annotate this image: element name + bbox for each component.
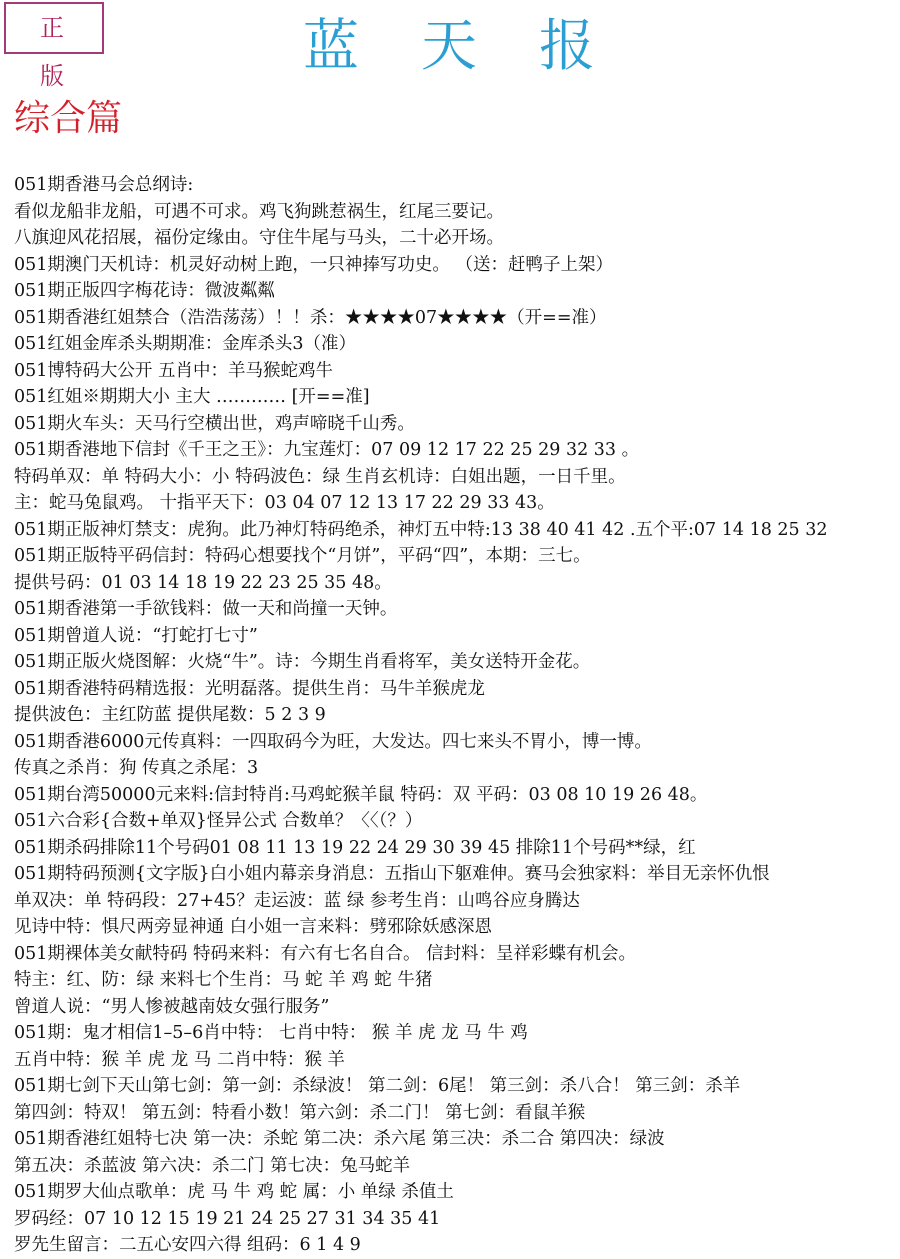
text-line: 051期正版火烧图解：火烧“牛”。诗：今期生肖看将军，美女送特开金花。 — [14, 652, 591, 672]
text-line: 第五决：杀蓝波 第六决：杀二门 第七决：兔马蛇羊 — [14, 1155, 411, 1176]
text-line: 051红姐※期期大小 主大 ………… [开==准] — [14, 387, 370, 407]
text-line: 051期香港特码精选报：光明磊落。提供生肖：马牛羊猴虎龙 — [14, 678, 485, 699]
text-line: 051期杀码排除11个号码01 08 11 13 19 22 24 29 30 39 45 排除11个号码**绿，红 — [14, 837, 696, 858]
text-line: 051期香港红姐禁合（浩浩荡荡）！！杀：★★★★07★★★★（开==准） — [14, 307, 607, 328]
text-line: 传真之杀肖：狗 传真之杀尾：3 — [14, 758, 259, 778]
text-line: 051期澳门天机诗：机灵好动树上跑，一只神捧写功史。 （送：赶鸭子上架） — [14, 254, 613, 275]
text-line: 五肖中特：猴 羊 虎 龙 马 二肖中特：猴 羊 — [14, 1049, 345, 1070]
text-line: 051期特码预测{文字版}白小姐内幕亲身消息：五指山下躯难伸。赛马会独家料：举目无亲怀仇恨 — [14, 864, 770, 884]
text-line: 051期裸体美女献特码 特码来料：有六有七名自合。 信封料：呈祥彩蝶有机会。 — [14, 943, 637, 964]
text-line: 051期正版特平码信封：特码心想要找个“月饼”，平码“四”，本期：三七。 — [14, 546, 591, 566]
section-title: 综合篇 — [14, 98, 123, 139]
text-line: 单双决：单 特码段：27+45？走运波：蓝 绿 参考生肖：山鸣谷应身腾达 — [14, 890, 580, 911]
masthead-title: 蓝天报 — [303, 14, 657, 79]
content-body — [14, 172, 898, 1259]
text-line: 特码单双：单 特码大小：小 特码波色：绿 生肖玄机诗：白姐出题，一日千里。 — [14, 466, 626, 487]
text-line: 051期罗大仙点歌单：虎 马 牛 鸡 蛇 属：小 单绿 杀值土 — [14, 1182, 454, 1202]
text-line: 第四剑：特双！ 第五剑：特看小数！第六剑：杀二门！ 第七剑：看鼠羊猴 — [14, 1102, 586, 1123]
text-line: 051红姐金库杀头期期准：金库杀头3（准） — [14, 334, 357, 354]
text-line: 051期正版四字梅花诗：微波粼粼 — [14, 281, 275, 301]
text-line: 见诗中特：惧尺两旁显神通 白小姐一言来料：劈邪除妖感深恩 — [14, 917, 493, 937]
text-line: 八旗迎风花招展，福份定缘由。守住牛尾与马头，二十必开场。 — [14, 228, 504, 248]
edition-badge: 正 版 — [4, 2, 104, 54]
text-line: 051博特码大公开 五肖中：羊马猴蛇鸡牛 — [14, 360, 333, 381]
text-line: 051期香港马会总纲诗: — [14, 175, 194, 195]
text-line: 提供号码：01 03 14 18 19 22 23 25 35 48。 — [14, 572, 392, 593]
text-line: 051期火车头：天马行空横出世，鸡声啼晓千山秀。 — [14, 413, 415, 434]
text-line: 051期香港红姐特七决 第一决：杀蛇 第二决：杀六尾 第三决：杀二合 第四决：绿波 — [14, 1129, 665, 1149]
text-line: 051期曾道人说：“打蛇打七寸” — [14, 625, 258, 646]
text-line: 曾道人说：“男人惨被越南妓女强行服务” — [14, 996, 330, 1017]
text-line: 051期：鬼才相信1–5–6肖中特： 七肖中特： 猴 羊 虎 龙 马 牛 鸡 — [14, 1023, 528, 1043]
text-line: 051期正版神灯禁支：虎狗。此乃神灯特码绝杀，神灯五中特:13 38 40 41 42 .五个平:07 14 18 25 32 — [14, 519, 828, 540]
text-line: 罗先生留言：二五心安四六得 组码：6 1 4 9 — [14, 1235, 361, 1255]
text-line: 提供波色：主红防蓝 提供尾数：5 2 3 9 — [14, 705, 326, 725]
text-line: 051期香港6000元传真料：一四取码今为旺，大发达。四七来头不胃小，博一博。 — [14, 731, 652, 752]
text-line: 051期七剑下天山第七剑：第一剑：杀绿波！ 第二剑：6尾！ 第三剑：杀八合！ 第三剑：杀羊 — [14, 1076, 741, 1096]
text-line: 看似龙船非龙船，可遇不可求。鸡飞狗跳惹祸生，红尾三要记。 — [14, 201, 504, 222]
text-line: 051六合彩{合数+单双}怪异公式 合数单？〈〈（？） — [14, 811, 423, 831]
text-line: 051期台湾50000元来料:信封特肖:马鸡蛇猴羊鼠 特码：双 平码：03 08 10 19 26 48。 — [14, 784, 708, 805]
text-line: 罗码经：07 10 12 15 19 21 24 25 27 31 34 35 41 — [14, 1208, 441, 1229]
text-line: 051期香港地下信封《千王之王》：九宝莲灯：07 09 12 17 22 25 29 32 33 。 — [14, 440, 640, 460]
text-line: 主：蛇马兔鼠鸡。 十指平天下：03 04 07 12 13 17 22 29 33 43。 — [14, 493, 555, 513]
text-line: 051期香港第一手欲钱料：做一天和尚撞一天钟。 — [14, 599, 398, 619]
text-line: 特主：红、防：绿 来料七个生肖：马 蛇 羊 鸡 蛇 牛猪 — [14, 970, 433, 990]
